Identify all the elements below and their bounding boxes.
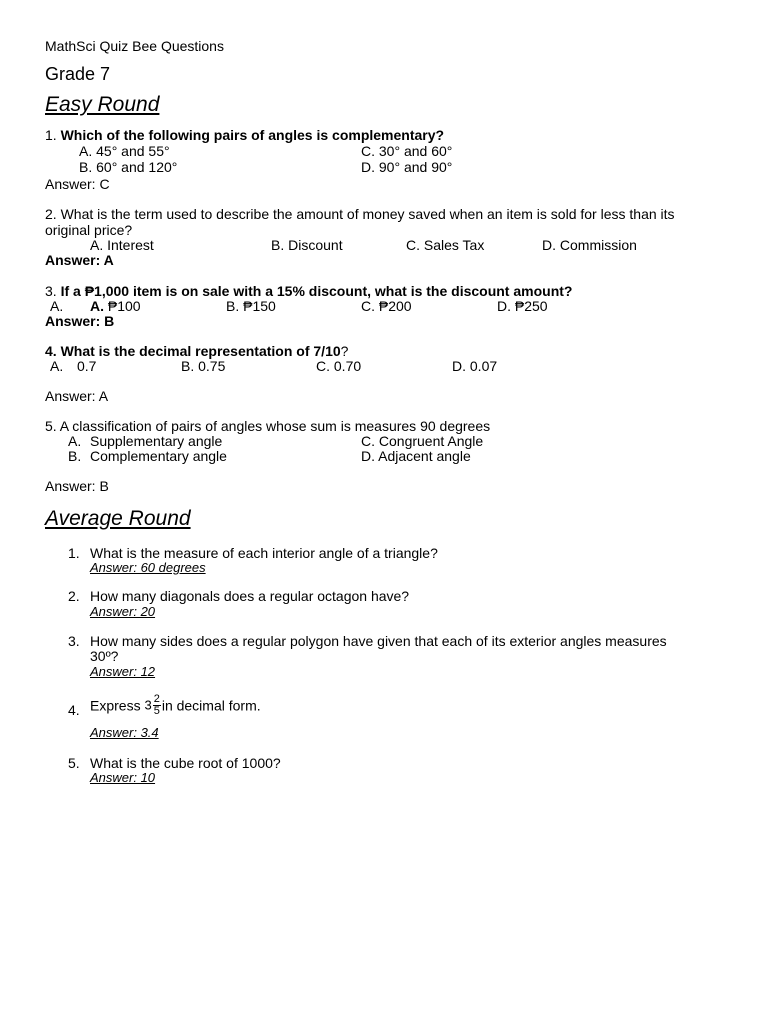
easy-q1-text: Which of the following pairs of angles is complementary? [60,127,445,143]
average-q3-number: 3. [68,633,80,649]
easy-q3-text: If a ₱1,000 item is on sale with a 15% discount, what is the discount amount? [60,283,573,299]
mixed-number-whole: 3 [144,697,152,713]
average-q4-text-post: in decimal form. [161,697,261,714]
fraction-numerator: 2 [153,693,160,705]
document-title: MathSci Quiz Bee Questions [45,38,224,54]
average-q4-text-pre: Express [90,697,145,714]
easy-q3-question [45,283,572,299]
average-q2-question: How many diagonals does a regular octagon have? [90,588,410,604]
average-q3-answer: Answer: 12 [90,664,156,679]
average-round-heading: Average Round [45,507,191,530]
easy-q1-question [45,127,444,143]
easy-q4-choice-c: C. 0.70 [316,358,362,374]
easy-q1-answer: Answer: C [45,176,110,192]
average-q5-answer: Answer: 10 [90,770,156,785]
easy-q4-text: 4. What is the decimal representation of 7/10 [45,343,341,359]
average-q4-answer: Answer: 3.4 [90,725,159,740]
easy-q1-number: 1. [45,127,61,143]
easy-q5-choice-c: C. Congruent Angle [361,433,484,449]
fraction-denominator: 5 [153,705,160,717]
average-q3-question-line1: How many sides does a regular polygon have given that each of its exterior angles measures [90,633,667,649]
easy-q4-question [45,343,348,359]
easy-q4-choice-d: D. 0.07 [452,358,498,374]
easy-q2-choice-c: C. Sales Tax [406,237,485,253]
easy-q2-question-line2: original price? [45,222,133,238]
easy-q4-choice-a-value: 0.7 [77,358,97,374]
easy-q5-choice-d: D. Adjacent angle [361,448,471,464]
easy-q5-choice-b-label: B. [68,448,82,464]
average-q1-number: 1. [68,545,80,561]
easy-q3-list-marker: A. [50,298,64,314]
easy-q5-choice-a-label: A. [68,433,82,449]
easy-q1-choice-c: C. 30° and 60° [361,143,453,159]
easy-q2-answer: Answer: A [45,252,114,268]
average-q5-number: 5. [68,755,80,771]
easy-q4-qmark: ? [340,343,349,359]
easy-q3-choice-a [90,298,141,314]
average-q4-question [90,694,261,717]
easy-q5-choice-a-value: Supplementary angle [90,433,223,449]
easy-q1-choice-d: D. 90° and 90° [361,159,453,175]
easy-q1-choice-b: B. 60° and 120° [79,159,178,175]
average-q4-number: 4. [68,702,80,718]
average-q1-answer: Answer: 60 degrees [90,560,206,575]
easy-q5-question: 5. A classification of pairs of angles whose sum is measures 90 degrees [45,418,491,434]
easy-q2-question-line1: 2. What is the term used to describe the amount of money saved when an item is sold for less than its [45,206,675,222]
easy-q3-answer: Answer: B [45,313,115,329]
average-q3-question-line2: 30º? [90,648,119,664]
easy-q1-choice-a: A. 45° and 55° [79,143,170,159]
easy-q3-choice-a-value: ₱100 [104,298,141,314]
easy-q5-choice-b-value: Complementary angle [90,448,227,464]
easy-q3-choice-a-label: A. [90,298,104,314]
average-q2-number: 2. [68,588,80,604]
easy-q2-choice-a: A. Interest [90,237,154,253]
easy-q3-choice-c: C. ₱200 [361,298,412,314]
easy-q5-answer: Answer: B [45,478,109,494]
easy-q3-choice-b: B. ₱150 [226,298,276,314]
average-q2-answer: Answer: 20 [90,604,156,619]
easy-q3-choice-d: D. ₱250 [497,298,548,314]
fraction [153,694,161,717]
easy-q2-choice-d: D. Commission [542,237,637,253]
easy-round-heading: Easy Round [45,93,160,116]
easy-q2-choice-b: B. Discount [271,237,343,253]
easy-q3-number: 3. [45,283,61,299]
grade-label: Grade 7 [45,64,111,84]
average-q5-question: What is the cube root of 1000? [90,755,281,771]
easy-q4-choice-b: B. 0.75 [181,358,226,374]
average-q1-question: What is the measure of each interior angle of a triangle? [90,545,438,561]
easy-q4-answer: Answer: A [45,388,109,404]
easy-q4-choice-a-label: A. [50,358,64,374]
